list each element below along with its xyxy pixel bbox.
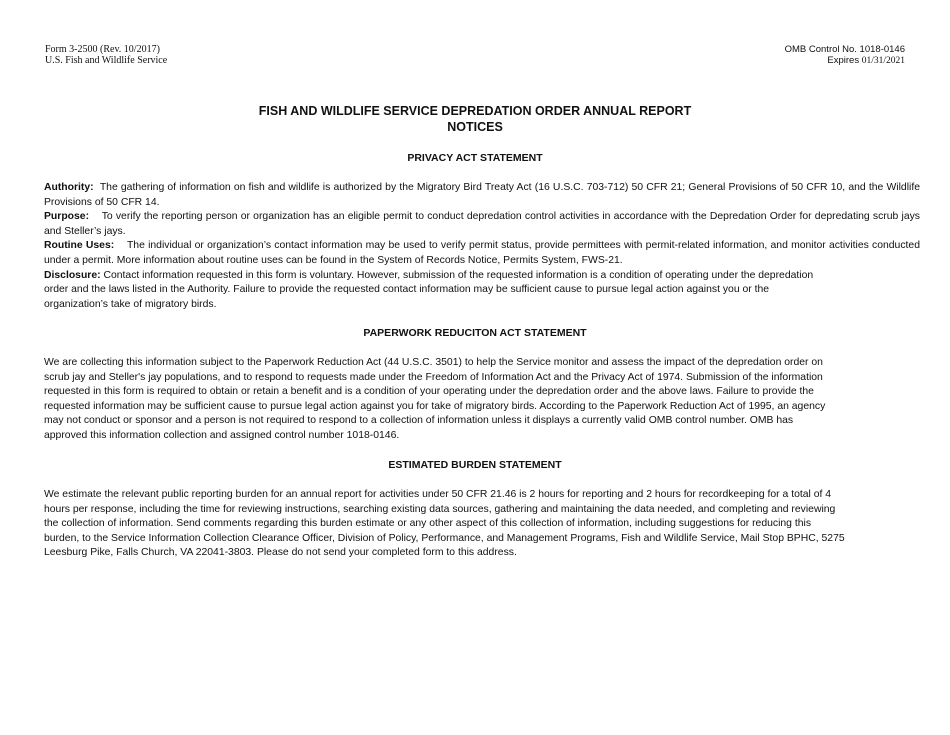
disclosure-line-3: organization’s take of migratory birds. (44, 298, 217, 310)
burden-line-5: Leesburg Pike, Falls Church, VA 22041-3803. Please do not send your completed form to this address. (44, 547, 517, 559)
paperwork-line-6: approved this information collection and assigned control number 1018-0146. (44, 429, 400, 441)
disclosure-paragraph (44, 269, 920, 284)
routine-uses-label: Routine Uses: (44, 240, 115, 252)
expires-date: 01/31/2021 (861, 56, 905, 66)
expiration (785, 55, 905, 67)
routine-uses-paragraph (44, 239, 920, 268)
paperwork-line-3: requested in this form is required to obtain or retain a benefit and is a condition of your operating under the depredation order and the above laws. Failure to provide the (44, 386, 814, 398)
paperwork-line-1: We are collecting this information subject to the Paperwork Reduction Act (44 U.S.C. 3501) to help the Service monitor and assess the impact of the depredation order on (44, 357, 823, 368)
page-title (0, 103, 950, 135)
purpose-text: To verify the reporting person or organization has an eligible permit to conduct depredation control activities in accordance with the Depredation Order for depredating scrub jays and Steller’s jays. (44, 211, 920, 237)
agency-name: U.S. Fish and Wildlife Service (45, 55, 168, 66)
form-number: Form 3-2500 (Rev. 10/2017) (45, 44, 160, 55)
burden-line-1: We estimate the relevant public reporting burden for an annual report for activities under 50 CFR 21.46 is 2 hours for reporting and 2 hours for recordkeeping for a total of 4 (44, 489, 832, 500)
form-header-right (785, 44, 905, 67)
burden-line-3: the collection of information. Send comments regarding this burden estimate or any other aspect of this collection of information, including suggestions for reducing this (44, 518, 812, 530)
authority-paragraph (44, 181, 920, 210)
paperwork-line-2: scrub jay and Steller's jay populations, and to respond to requests made under the Freedom of Information Act and the Privacy Act of 1974. Submission of the information (44, 371, 823, 383)
paperwork-line-5: may not conduct or sponsor and a person is not required to respond to a collection of information unless it displays a currently valid OMB control number. OMB has (44, 415, 794, 427)
disclosure-line-1: Contact information requested in this form is voluntary. However, submission of the requested information is a condition of operating under the depredation (103, 269, 814, 281)
purpose-label: Purpose: (44, 211, 90, 223)
paperwork-heading: PAPERWORK REDUCITON ACT STATEMENT (363, 327, 587, 339)
disclosure-label: Disclosure: (44, 269, 101, 281)
authority-text: The gathering of information on fish and wildlife is authorized by the Migratory Bird Treaty Act (16 U.S.C. 703-712) 50 CFR 21; General Provisions of 50 CFR 10, and the Wildlife Provisions of 50 CFR 14. (44, 182, 920, 208)
paperwork-line-4: requested information may be sufficient cause to pursue legal action against you for take of migratory birds. According to the Paperwork Reduction Act of 1995, an agency (44, 400, 826, 412)
title-line-1: FISH AND WILDLIFE SERVICE DEPREDATION ORDER ANNUAL REPORT (258, 104, 692, 118)
purpose-paragraph (44, 210, 920, 239)
burden-line-2: hours per response, including the time for reviewing instructions, searching existing data sources, gathering and maintaining the data needed, and completing and reviewing (44, 503, 836, 515)
expires-label: Expires (827, 55, 860, 66)
paperwork-section (44, 356, 920, 444)
disclosure-line-2: order and the laws listed in the Authority. Failure to provide the requested contact information may be sufficient cause to pursue legal action against you or the (44, 284, 770, 296)
burden-section (44, 488, 920, 561)
privacy-heading: PRIVACY ACT STATEMENT (407, 152, 543, 164)
omb-control-number: OMB Control No. 1018-0146 (784, 44, 905, 55)
form-header-left (45, 44, 167, 66)
burden-heading: ESTIMATED BURDEN STATEMENT (388, 459, 562, 471)
burden-line-4: burden, to the Service Information Collection Clearance Officer, Division of Policy, Performance, and Management Programs, Fish and Wildlife Service, Mail Stop BPHC, 5275 (44, 532, 845, 544)
routine-uses-text: The individual or organization’s contact information may be used to verify permit status, provide permittees with permit-related information, and monitor activities conducted under a permit. More information about routine uses can be found in the System of Records Notice, Permits System, FWS-21. (44, 240, 920, 266)
authority-label: Authority: (44, 182, 94, 193)
title-line-2: NOTICES (447, 120, 503, 134)
privacy-section (44, 181, 920, 312)
